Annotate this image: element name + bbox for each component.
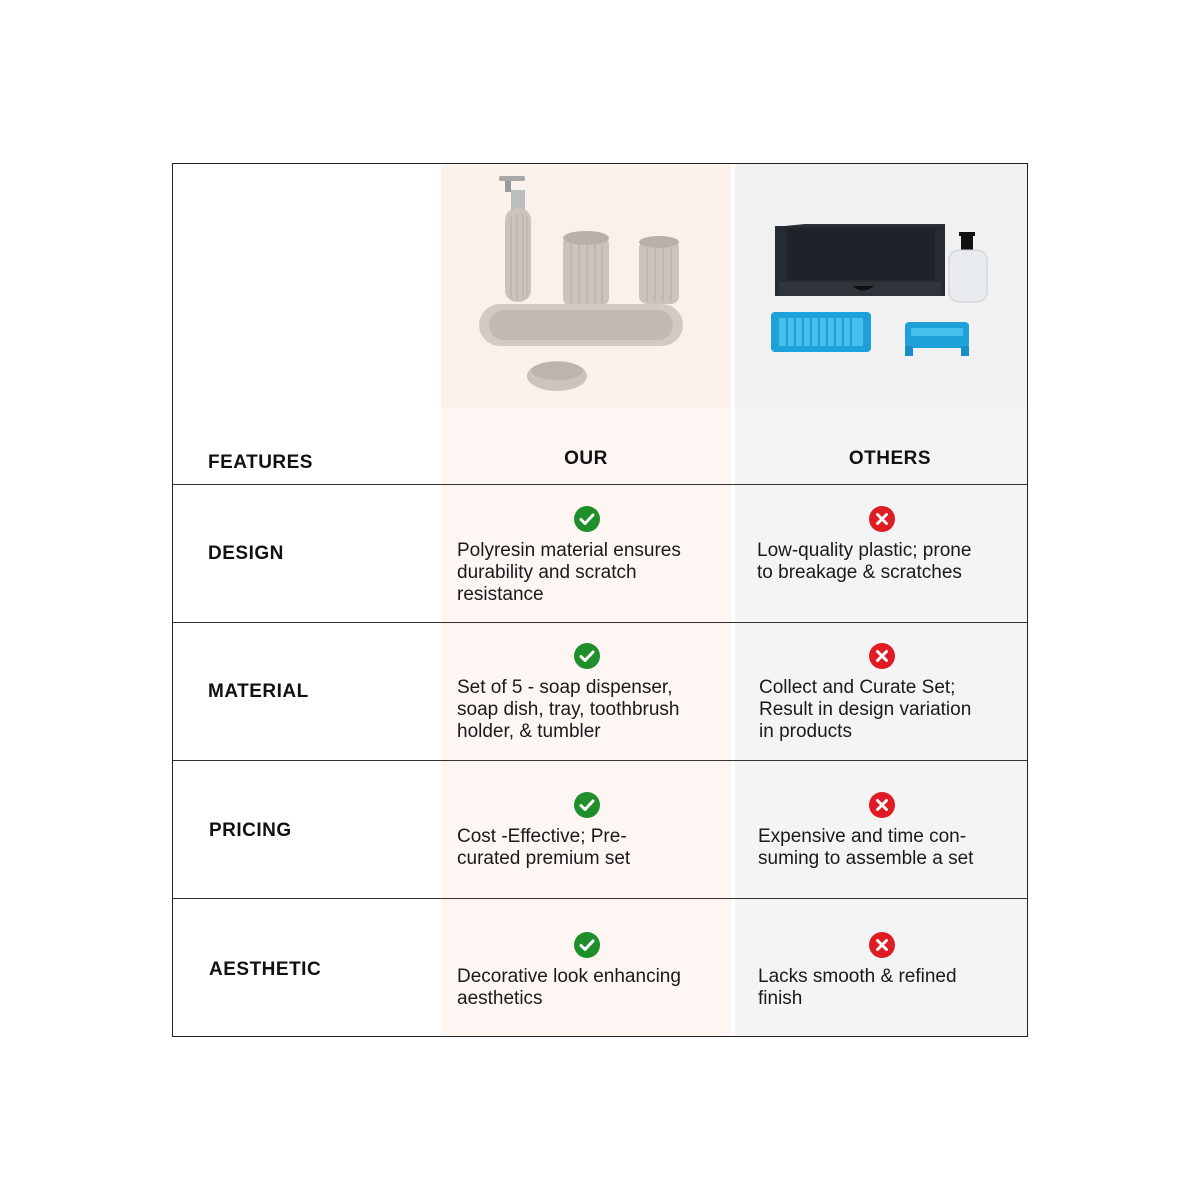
row-divider <box>173 622 1027 623</box>
ceramic-bathroom-set-image <box>441 166 731 408</box>
check-icon <box>574 506 600 532</box>
others-cell: Collect and Curate Set; Result in design variation in products <box>759 677 972 742</box>
cross-icon <box>869 792 895 818</box>
comparison-table <box>172 163 1028 1037</box>
plastic-bathroom-set-image <box>735 166 1027 408</box>
cross-icon <box>869 932 895 958</box>
others-header: OTHERS <box>848 448 932 469</box>
features-header: FEATURES <box>208 452 313 473</box>
cross-icon <box>869 643 895 669</box>
feature-label: MATERIAL <box>208 681 309 702</box>
others-cell: Low-quality plastic; prone to breakage & scratches <box>757 540 972 583</box>
others-cell: Expensive and time con- suming to assemble a set <box>758 826 974 869</box>
our-cell: Decorative look enhancing aesthetics <box>457 966 681 1009</box>
feature-label: PRICING <box>209 820 292 841</box>
check-icon <box>574 932 600 958</box>
feature-label: AESTHETIC <box>209 959 322 980</box>
row-divider <box>173 898 1027 899</box>
others-cell: Lacks smooth & refined finish <box>758 966 957 1009</box>
our-cell: Cost -Effective; Pre- curated premium set <box>457 826 631 869</box>
our-cell: Set of 5 - soap dispenser, soap dish, tray, toothbrush holder, & tumbler <box>457 677 680 742</box>
row-divider <box>173 760 1027 761</box>
feature-label: DESIGN <box>208 543 284 564</box>
row-divider <box>173 484 1027 485</box>
our-cell: Polyresin material ensures durability and scratch resistance <box>457 540 681 605</box>
cross-icon <box>869 506 895 532</box>
check-icon <box>574 792 600 818</box>
check-icon <box>574 643 600 669</box>
our-header: OUR <box>564 448 608 469</box>
